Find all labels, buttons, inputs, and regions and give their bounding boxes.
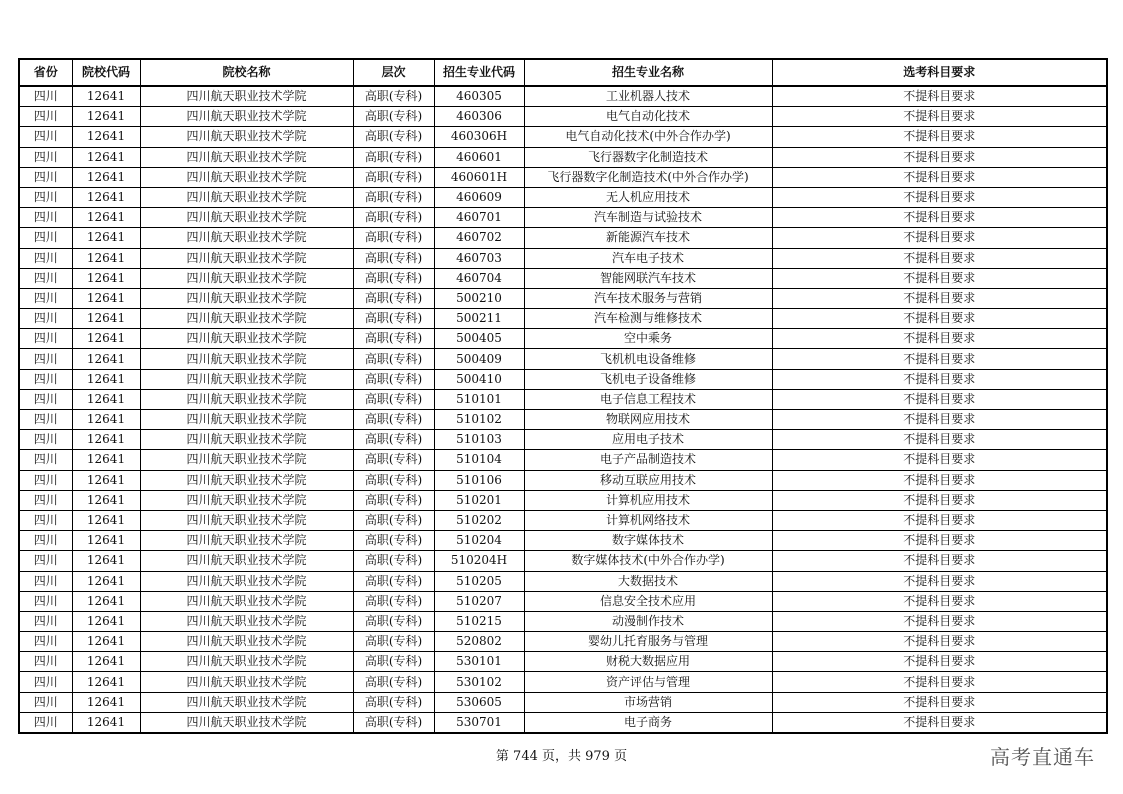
cell-subject-requirement: 不提科目要求	[772, 268, 1107, 288]
cell-province: 四川	[19, 228, 72, 248]
page-number: 第 744 页，共 979 页	[495, 749, 628, 764]
table-row	[19, 652, 1107, 672]
cell-level: 高职(专科)	[353, 470, 434, 490]
cell-school-name: 四川航天职业技术学院	[140, 187, 353, 207]
cell-school-name: 四川航天职业技术学院	[140, 571, 353, 591]
cell-subject-requirement: 不提科目要求	[772, 369, 1107, 389]
cell-major-code: 520802	[434, 632, 524, 652]
table-row	[19, 86, 1107, 107]
cell-school-name: 四川航天职业技术学院	[140, 208, 353, 228]
cell-school-code: 12641	[72, 692, 140, 712]
cell-major-code: 460306	[434, 107, 524, 127]
cell-school-name: 四川航天职业技术学院	[140, 450, 353, 470]
cell-subject-requirement: 不提科目要求	[772, 410, 1107, 430]
cell-province: 四川	[19, 86, 72, 107]
cell-school-code: 12641	[72, 147, 140, 167]
cell-level: 高职(专科)	[353, 187, 434, 207]
cell-school-code: 12641	[72, 389, 140, 409]
cell-subject-requirement: 不提科目要求	[772, 591, 1107, 611]
cell-school-code: 12641	[72, 107, 140, 127]
cell-level: 高职(专科)	[353, 208, 434, 228]
header-major-name: 招生专业名称	[524, 59, 772, 86]
cell-subject-requirement: 不提科目要求	[772, 652, 1107, 672]
cell-school-code: 12641	[72, 510, 140, 530]
cell-school-code: 12641	[72, 531, 140, 551]
table-row	[19, 672, 1107, 692]
cell-school-code: 12641	[72, 329, 140, 349]
cell-school-code: 12641	[72, 167, 140, 187]
cell-school-name: 四川航天职业技术学院	[140, 389, 353, 409]
table-row	[19, 248, 1107, 268]
cell-major-code: 510101	[434, 389, 524, 409]
cell-school-code: 12641	[72, 652, 140, 672]
header-province: 省份	[19, 59, 72, 86]
cell-major-name: 新能源汽车技术	[524, 228, 772, 248]
cell-major-name: 智能网联汽车技术	[524, 268, 772, 288]
cell-subject-requirement: 不提科目要求	[772, 450, 1107, 470]
cell-level: 高职(专科)	[353, 167, 434, 187]
cell-school-code: 12641	[72, 369, 140, 389]
cell-level: 高职(专科)	[353, 490, 434, 510]
table-row	[19, 470, 1107, 490]
cell-major-name: 婴幼儿托育服务与管理	[524, 632, 772, 652]
cell-major-name: 财税大数据应用	[524, 652, 772, 672]
cell-major-name: 飞机机电设备维修	[524, 349, 772, 369]
cell-subject-requirement: 不提科目要求	[772, 329, 1107, 349]
cell-school-code: 12641	[72, 591, 140, 611]
cell-major-code: 530102	[434, 672, 524, 692]
cell-major-name: 计算机网络技术	[524, 510, 772, 530]
cell-school-code: 12641	[72, 430, 140, 450]
table-row	[19, 510, 1107, 530]
cell-level: 高职(专科)	[353, 692, 434, 712]
cell-major-name: 数字媒体技术	[524, 531, 772, 551]
cell-province: 四川	[19, 369, 72, 389]
table-row	[19, 389, 1107, 409]
cell-level: 高职(专科)	[353, 430, 434, 450]
cell-level: 高职(专科)	[353, 369, 434, 389]
cell-subject-requirement: 不提科目要求	[772, 531, 1107, 551]
table-row	[19, 268, 1107, 288]
cell-school-name: 四川航天职业技术学院	[140, 147, 353, 167]
cell-subject-requirement: 不提科目要求	[772, 430, 1107, 450]
cell-major-code: 500211	[434, 309, 524, 329]
admissions-table-container	[18, 58, 1106, 734]
header-major-code: 招生专业代码	[434, 59, 524, 86]
table-row	[19, 410, 1107, 430]
cell-major-code: 510204H	[434, 551, 524, 571]
cell-level: 高职(专科)	[353, 288, 434, 308]
table-row	[19, 349, 1107, 369]
cell-subject-requirement: 不提科目要求	[772, 228, 1107, 248]
cell-school-name: 四川航天职业技术学院	[140, 490, 353, 510]
header-row	[19, 59, 1107, 86]
cell-subject-requirement: 不提科目要求	[772, 510, 1107, 530]
cell-province: 四川	[19, 571, 72, 591]
table-row	[19, 167, 1107, 187]
cell-province: 四川	[19, 127, 72, 147]
table-row	[19, 288, 1107, 308]
cell-subject-requirement: 不提科目要求	[772, 632, 1107, 652]
cell-major-name: 飞行器数字化制造技术(中外合作办学)	[524, 167, 772, 187]
cell-school-code: 12641	[72, 672, 140, 692]
cell-major-name: 计算机应用技术	[524, 490, 772, 510]
cell-major-code: 530101	[434, 652, 524, 672]
cell-school-code: 12641	[72, 288, 140, 308]
cell-major-name: 飞行器数字化制造技术	[524, 147, 772, 167]
cell-province: 四川	[19, 349, 72, 369]
cell-province: 四川	[19, 672, 72, 692]
cell-subject-requirement: 不提科目要求	[772, 309, 1107, 329]
cell-level: 高职(专科)	[353, 450, 434, 470]
cell-school-name: 四川航天职业技术学院	[140, 349, 353, 369]
cell-province: 四川	[19, 531, 72, 551]
cell-subject-requirement: 不提科目要求	[772, 611, 1107, 631]
cell-school-code: 12641	[72, 470, 140, 490]
cell-school-code: 12641	[72, 450, 140, 470]
cell-major-code: 510106	[434, 470, 524, 490]
cell-province: 四川	[19, 410, 72, 430]
cell-major-code: 510207	[434, 591, 524, 611]
cell-major-code: 510102	[434, 410, 524, 430]
cell-school-name: 四川航天职业技术学院	[140, 652, 353, 672]
cell-level: 高职(专科)	[353, 329, 434, 349]
cell-subject-requirement: 不提科目要求	[772, 672, 1107, 692]
cell-major-code: 460306H	[434, 127, 524, 147]
cell-major-name: 资产评估与管理	[524, 672, 772, 692]
cell-major-code: 510103	[434, 430, 524, 450]
cell-subject-requirement: 不提科目要求	[772, 167, 1107, 187]
cell-subject-requirement: 不提科目要求	[772, 127, 1107, 147]
cell-subject-requirement: 不提科目要求	[772, 470, 1107, 490]
cell-province: 四川	[19, 712, 72, 733]
cell-major-code: 510104	[434, 450, 524, 470]
cell-subject-requirement: 不提科目要求	[772, 692, 1107, 712]
table-row	[19, 611, 1107, 631]
cell-province: 四川	[19, 632, 72, 652]
cell-province: 四川	[19, 208, 72, 228]
cell-subject-requirement: 不提科目要求	[772, 248, 1107, 268]
admissions-table	[18, 58, 1108, 734]
cell-school-code: 12641	[72, 632, 140, 652]
cell-subject-requirement: 不提科目要求	[772, 571, 1107, 591]
cell-school-code: 12641	[72, 571, 140, 591]
cell-level: 高职(专科)	[353, 632, 434, 652]
cell-major-name: 飞机电子设备维修	[524, 369, 772, 389]
cell-level: 高职(专科)	[353, 611, 434, 631]
cell-school-code: 12641	[72, 268, 140, 288]
cell-school-name: 四川航天职业技术学院	[140, 692, 353, 712]
cell-major-code: 460702	[434, 228, 524, 248]
cell-school-code: 12641	[72, 551, 140, 571]
cell-subject-requirement: 不提科目要求	[772, 490, 1107, 510]
cell-major-name: 应用电子技术	[524, 430, 772, 450]
cell-major-name: 汽车检测与维修技术	[524, 309, 772, 329]
cell-province: 四川	[19, 329, 72, 349]
cell-province: 四川	[19, 551, 72, 571]
cell-level: 高职(专科)	[353, 228, 434, 248]
cell-school-name: 四川航天职业技术学院	[140, 127, 353, 147]
cell-major-code: 460701	[434, 208, 524, 228]
table-row	[19, 309, 1107, 329]
cell-province: 四川	[19, 652, 72, 672]
cell-level: 高职(专科)	[353, 652, 434, 672]
cell-major-name: 市场营销	[524, 692, 772, 712]
table-row	[19, 329, 1107, 349]
header-school-code: 院校代码	[72, 59, 140, 86]
cell-province: 四川	[19, 490, 72, 510]
cell-school-code: 12641	[72, 248, 140, 268]
cell-major-code: 510202	[434, 510, 524, 530]
cell-school-name: 四川航天职业技术学院	[140, 510, 353, 530]
cell-major-name: 电气自动化技术	[524, 107, 772, 127]
cell-school-name: 四川航天职业技术学院	[140, 268, 353, 288]
cell-school-name: 四川航天职业技术学院	[140, 410, 353, 430]
table-row	[19, 107, 1107, 127]
cell-level: 高职(专科)	[353, 268, 434, 288]
cell-subject-requirement: 不提科目要求	[772, 349, 1107, 369]
cell-school-code: 12641	[72, 309, 140, 329]
cell-level: 高职(专科)	[353, 86, 434, 107]
header-school-name: 院校名称	[140, 59, 353, 86]
cell-school-name: 四川航天职业技术学院	[140, 288, 353, 308]
cell-major-name: 移动互联应用技术	[524, 470, 772, 490]
cell-subject-requirement: 不提科目要求	[772, 288, 1107, 308]
cell-school-name: 四川航天职业技术学院	[140, 248, 353, 268]
table-row	[19, 591, 1107, 611]
cell-major-code: 460704	[434, 268, 524, 288]
cell-school-name: 四川航天职业技术学院	[140, 369, 353, 389]
cell-province: 四川	[19, 107, 72, 127]
cell-major-code: 510201	[434, 490, 524, 510]
cell-school-code: 12641	[72, 349, 140, 369]
cell-level: 高职(专科)	[353, 712, 434, 733]
cell-school-name: 四川航天职业技术学院	[140, 672, 353, 692]
cell-school-code: 12641	[72, 490, 140, 510]
cell-level: 高职(专科)	[353, 349, 434, 369]
cell-major-name: 动漫制作技术	[524, 611, 772, 631]
cell-level: 高职(专科)	[353, 389, 434, 409]
cell-school-name: 四川航天职业技术学院	[140, 309, 353, 329]
cell-school-name: 四川航天职业技术学院	[140, 329, 353, 349]
cell-province: 四川	[19, 611, 72, 631]
cell-major-code: 500210	[434, 288, 524, 308]
cell-province: 四川	[19, 167, 72, 187]
cell-school-name: 四川航天职业技术学院	[140, 591, 353, 611]
cell-school-name: 四川航天职业技术学院	[140, 551, 353, 571]
cell-major-name: 汽车电子技术	[524, 248, 772, 268]
cell-province: 四川	[19, 430, 72, 450]
cell-school-code: 12641	[72, 228, 140, 248]
cell-school-name: 四川航天职业技术学院	[140, 531, 353, 551]
cell-major-name: 汽车制造与试验技术	[524, 208, 772, 228]
cell-school-code: 12641	[72, 127, 140, 147]
table-row	[19, 450, 1107, 470]
cell-level: 高职(专科)	[353, 551, 434, 571]
cell-province: 四川	[19, 510, 72, 530]
table-row	[19, 369, 1107, 389]
cell-province: 四川	[19, 389, 72, 409]
cell-major-name: 电子商务	[524, 712, 772, 733]
cell-subject-requirement: 不提科目要求	[772, 147, 1107, 167]
cell-level: 高职(专科)	[353, 107, 434, 127]
cell-level: 高职(专科)	[353, 309, 434, 329]
cell-subject-requirement: 不提科目要求	[772, 551, 1107, 571]
cell-major-name: 汽车技术服务与营销	[524, 288, 772, 308]
cell-major-name: 工业机器人技术	[524, 86, 772, 107]
cell-major-code: 510205	[434, 571, 524, 591]
header-level: 层次	[353, 59, 434, 86]
table-row	[19, 228, 1107, 248]
cell-major-code: 460703	[434, 248, 524, 268]
cell-school-code: 12641	[72, 187, 140, 207]
cell-school-name: 四川航天职业技术学院	[140, 430, 353, 450]
cell-major-code: 500409	[434, 349, 524, 369]
cell-major-name: 无人机应用技术	[524, 187, 772, 207]
cell-school-code: 12641	[72, 611, 140, 631]
cell-province: 四川	[19, 288, 72, 308]
cell-level: 高职(专科)	[353, 672, 434, 692]
cell-subject-requirement: 不提科目要求	[772, 86, 1107, 107]
table-row	[19, 632, 1107, 652]
cell-level: 高职(专科)	[353, 571, 434, 591]
cell-province: 四川	[19, 591, 72, 611]
cell-province: 四川	[19, 248, 72, 268]
cell-major-name: 大数据技术	[524, 571, 772, 591]
table-header	[19, 59, 1107, 86]
cell-school-code: 12641	[72, 410, 140, 430]
cell-major-name: 电气自动化技术(中外合作办学)	[524, 127, 772, 147]
table-row	[19, 187, 1107, 207]
table-row	[19, 127, 1107, 147]
cell-province: 四川	[19, 187, 72, 207]
cell-school-name: 四川航天职业技术学院	[140, 86, 353, 107]
table-row	[19, 490, 1107, 510]
cell-school-name: 四川航天职业技术学院	[140, 167, 353, 187]
cell-province: 四川	[19, 450, 72, 470]
cell-major-code: 530605	[434, 692, 524, 712]
table-row	[19, 551, 1107, 571]
cell-major-code: 460609	[434, 187, 524, 207]
cell-subject-requirement: 不提科目要求	[772, 389, 1107, 409]
table-row	[19, 571, 1107, 591]
table-row	[19, 531, 1107, 551]
cell-province: 四川	[19, 470, 72, 490]
cell-school-name: 四川航天职业技术学院	[140, 228, 353, 248]
cell-level: 高职(专科)	[353, 531, 434, 551]
cell-major-code: 460601H	[434, 167, 524, 187]
table-row	[19, 712, 1107, 733]
header-subject-requirement: 选考科目要求	[772, 59, 1107, 86]
cell-subject-requirement: 不提科目要求	[772, 107, 1107, 127]
cell-province: 四川	[19, 309, 72, 329]
table-row	[19, 692, 1107, 712]
cell-major-code: 530701	[434, 712, 524, 733]
cell-major-name: 信息安全技术应用	[524, 591, 772, 611]
cell-level: 高职(专科)	[353, 127, 434, 147]
cell-major-code: 460305	[434, 86, 524, 107]
cell-level: 高职(专科)	[353, 510, 434, 530]
cell-major-name: 电子信息工程技术	[524, 389, 772, 409]
cell-school-name: 四川航天职业技术学院	[140, 712, 353, 733]
cell-province: 四川	[19, 268, 72, 288]
cell-school-code: 12641	[72, 86, 140, 107]
cell-school-name: 四川航天职业技术学院	[140, 107, 353, 127]
cell-major-code: 460601	[434, 147, 524, 167]
cell-major-name: 数字媒体技术(中外合作办学)	[524, 551, 772, 571]
cell-school-code: 12641	[72, 712, 140, 733]
cell-province: 四川	[19, 692, 72, 712]
cell-major-name: 物联网应用技术	[524, 410, 772, 430]
table-row	[19, 147, 1107, 167]
cell-subject-requirement: 不提科目要求	[772, 208, 1107, 228]
cell-school-name: 四川航天职业技术学院	[140, 470, 353, 490]
cell-school-name: 四川航天职业技术学院	[140, 632, 353, 652]
cell-level: 高职(专科)	[353, 591, 434, 611]
table-row	[19, 430, 1107, 450]
table-body	[19, 86, 1107, 733]
watermark: 高考直通车	[990, 745, 1095, 769]
cell-province: 四川	[19, 147, 72, 167]
cell-school-name: 四川航天职业技术学院	[140, 611, 353, 631]
cell-major-code: 500405	[434, 329, 524, 349]
cell-level: 高职(专科)	[353, 147, 434, 167]
cell-subject-requirement: 不提科目要求	[772, 712, 1107, 733]
cell-major-code: 510204	[434, 531, 524, 551]
table-row	[19, 208, 1107, 228]
cell-level: 高职(专科)	[353, 248, 434, 268]
cell-subject-requirement: 不提科目要求	[772, 187, 1107, 207]
cell-major-code: 510215	[434, 611, 524, 631]
cell-major-code: 500410	[434, 369, 524, 389]
cell-level: 高职(专科)	[353, 410, 434, 430]
cell-major-name: 电子产品制造技术	[524, 450, 772, 470]
cell-major-name: 空中乘务	[524, 329, 772, 349]
cell-school-code: 12641	[72, 208, 140, 228]
